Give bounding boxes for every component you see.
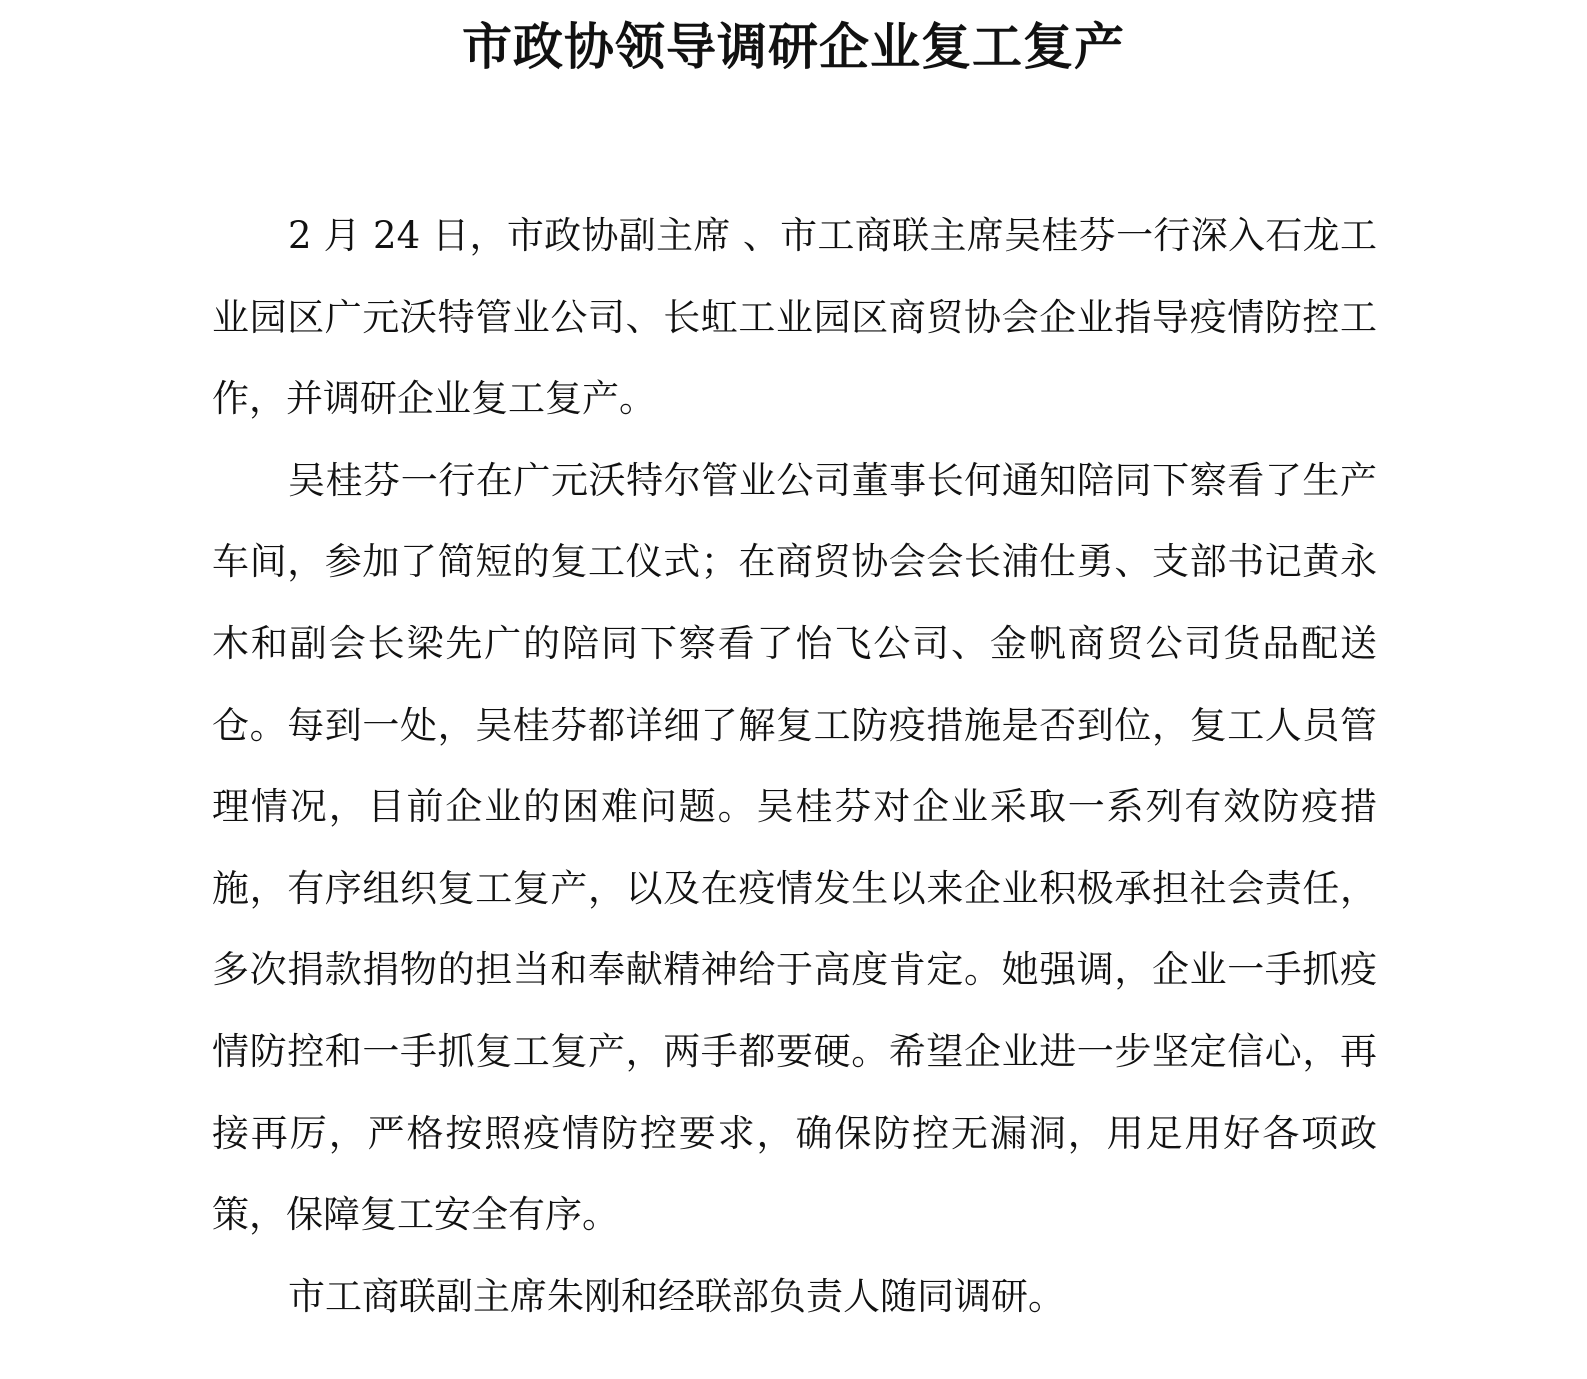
document-body [212,195,1377,1337]
document-title: 市政协领导调研企业复工复产 [462,17,1125,76]
paragraph-3: 市工商联副主席朱刚和经联部负责人随同调研。 [288,1274,1065,1318]
paragraph-2: 吴桂芬一行在广元沃特尔管业公司董事长何通知陪同下察看了生产车间，参加了简短的复工仪式；在商贸协会会长浦仕勇、支部书记黄永木和副会长梁先广的陪同下察看了怡飞公司、金帆商贸公司货品配送仓。每到一处，吴桂芬都详细了解复工防疫措施是否到位，复工人员管理情况，目前企业的困难问题。吴桂芬对企业采取一系列有效防疫措施，有序组织复工复产，以及在疫情发生以来企业积极承担社会责任，多次捐款捐物的担当和奉献精神给于高度肯定。她强调，企业一手抓疫情防控和一手抓复工复产，两手都要硬。希望企业进一步坚定信心，再接再厉，严格按照疫情防控要求，确保防控无漏洞，用足用好各项政策，保障复工安全有序。 [212,458,1377,1237]
paragraph-1: 2 月 24 日，市政协副主席 、市工商联主席吴桂芬一行深入石龙工业园区广元沃特管业公司、长虹工业园区商贸协会企业指导疫情防控工作，并调研企业复工复产。 [212,214,1377,421]
